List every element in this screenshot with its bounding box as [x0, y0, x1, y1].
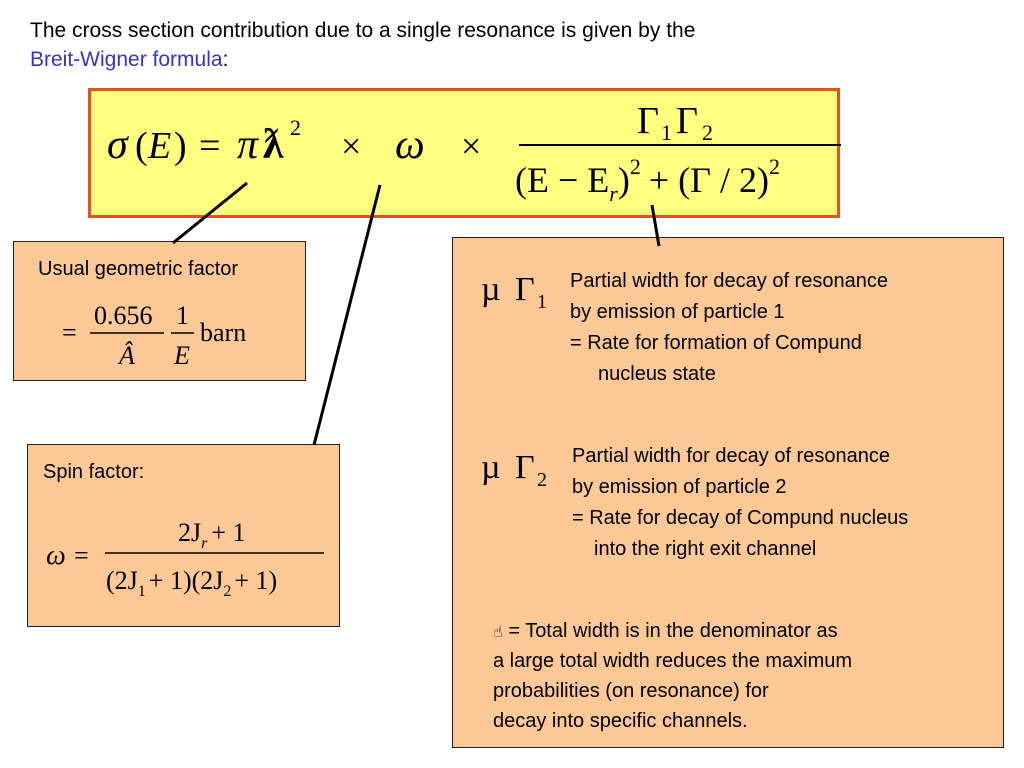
- gamma-2: Γ: [676, 100, 698, 142]
- lhs-paren-close: ): [174, 125, 187, 167]
- gamma-1-index: 1: [537, 291, 547, 313]
- partial-widths-box: [452, 237, 1004, 748]
- pointing-hand-icon: ☝: [493, 622, 503, 641]
- total-width-note-line-2: a large total width reduces the maximum: [493, 650, 853, 672]
- geo-unit: barn: [200, 318, 247, 347]
- geo-numerator-2: 1: [176, 301, 189, 330]
- gamma-1: Γ: [637, 100, 659, 142]
- times-sign-2: ×: [461, 126, 482, 166]
- geo-numerator-1: 0.656: [94, 301, 153, 330]
- breit-wigner-formula: [91, 91, 843, 221]
- gamma-1-symbol-group: [479, 260, 569, 320]
- lhs-paren-open: (: [135, 125, 148, 167]
- geo-denominator-2: E: [174, 341, 190, 370]
- intro-line-1: The cross section contribution due to a single resonance is given by the: [30, 19, 696, 42]
- spin-equals: =: [74, 541, 89, 570]
- gamma-1-line-2: by emission of particle 1: [570, 301, 785, 323]
- gamma-1-line-3: = Rate for formation of Compund: [570, 332, 862, 354]
- gamma-1-line-1: Partial width for decay of resonance: [570, 270, 888, 292]
- denominator-part-1: $(E - E_r)^2 + (\Gamma / 2)^2$: [515, 154, 780, 206]
- gamma-2-index: 2: [537, 469, 547, 491]
- total-width-note-line-3: probabilities (on resonance) for: [493, 680, 769, 702]
- gamma-2-line-2: by emission of particle 2: [572, 476, 787, 498]
- breit-wigner-formula-box: [88, 88, 840, 218]
- lambda-exponent: 2: [290, 115, 301, 140]
- lambda-bar-symbol: ƛ: [263, 122, 284, 168]
- total-width-note-line-1: ☝ = Total width is in the denominator as: [493, 620, 838, 642]
- gamma-2-symbol: Γ: [515, 449, 535, 486]
- spin-factor-title: Spin factor:: [43, 461, 145, 483]
- lhs-energy: E: [148, 125, 172, 167]
- gamma-2-line-4: into the right exit channel: [594, 538, 817, 560]
- gamma-1-symbol: Γ: [515, 271, 535, 308]
- times-sign-1: ×: [341, 126, 362, 166]
- sigma-symbol: σ: [107, 122, 128, 168]
- breit-wigner-link[interactable]: Breit-Wigner formula: [30, 48, 223, 71]
- geo-equals: =: [62, 318, 77, 347]
- gamma-2-symbol-group: [479, 438, 569, 498]
- spin-numerator: $2J_r + 1$: [178, 518, 246, 552]
- geometric-factor-box: [13, 241, 306, 381]
- mu-symbol-1: µ: [481, 271, 501, 308]
- gamma-2-line-3: = Rate for decay of Compund nucleus: [572, 507, 909, 529]
- intro-text: [30, 16, 695, 74]
- mu-symbol-2: µ: [481, 449, 501, 486]
- equals-sign: =: [199, 125, 221, 167]
- gamma-1-line-4: nucleus state: [598, 363, 716, 385]
- spin-denominator: $(2J_1 + 1)(2J_2 + 1)$: [106, 566, 278, 600]
- geometric-factor-formula: [14, 288, 304, 378]
- gamma-2-line-1: Partial width for decay of resonance: [572, 445, 890, 467]
- omega-symbol: ω: [395, 122, 425, 168]
- pi-symbol: π: [237, 122, 259, 168]
- intro-colon: :: [222, 48, 229, 71]
- connector-spin: [314, 185, 380, 445]
- gamma-2-subscript: 2: [702, 120, 713, 145]
- total-width-note-line-4: decay into specific channels.: [493, 710, 748, 732]
- spin-omega: ω: [46, 540, 66, 571]
- gamma-1-subscript: 1: [661, 120, 672, 145]
- spin-factor-box: [27, 444, 340, 627]
- geo-denominator-1: Â: [119, 341, 135, 370]
- spin-factor-formula: [28, 503, 338, 623]
- intro-line-2: [30, 45, 695, 74]
- geometric-factor-title: Usual geometric factor: [38, 258, 239, 280]
